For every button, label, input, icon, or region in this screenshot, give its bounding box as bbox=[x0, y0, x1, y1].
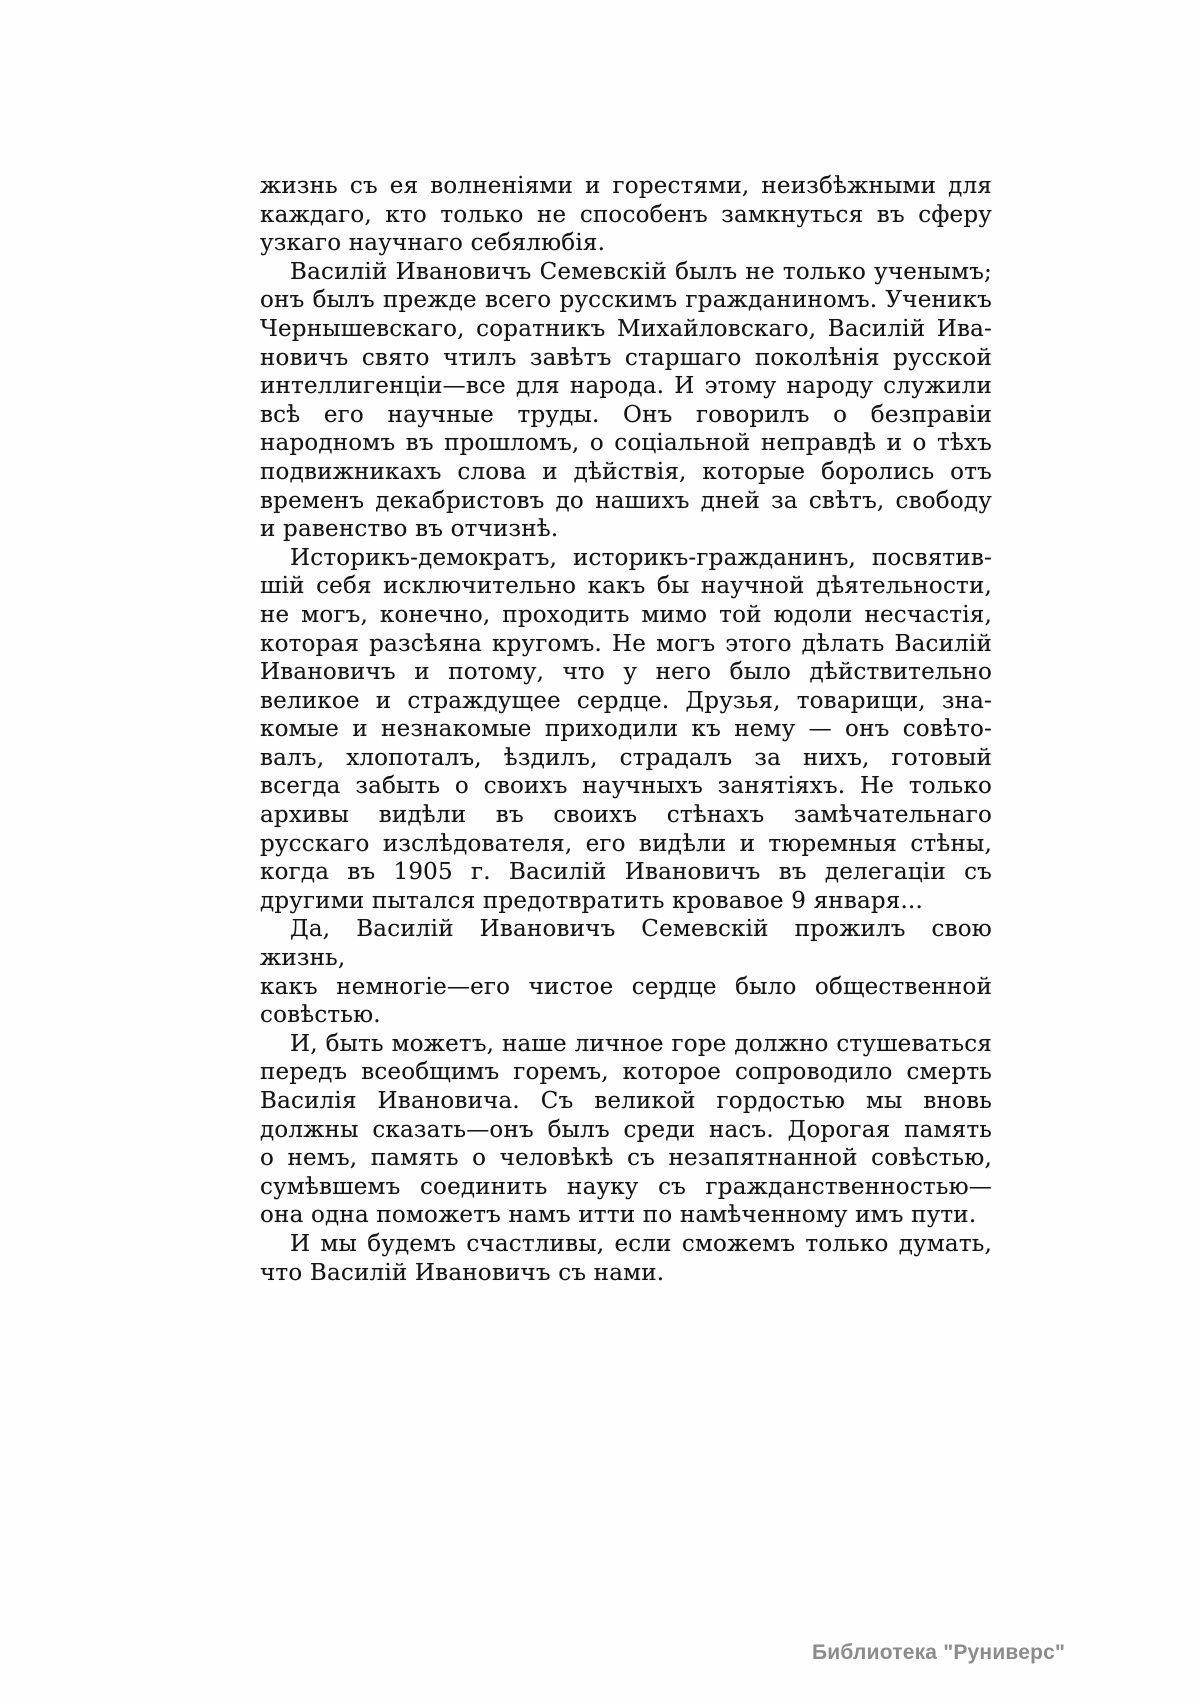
text-line: И мы будемъ счастливы, если сможемъ только думать, bbox=[290, 1230, 992, 1257]
paragraph bbox=[260, 1230, 992, 1287]
text-line: Василій Ивановичъ Семевскій былъ не только ученымъ; bbox=[290, 258, 992, 285]
text-line: русскаго изслѣдователя, его видѣли и тюремныя стѣны, bbox=[260, 830, 992, 857]
text-line: всѣ его научные труды. Онъ говорилъ о безправіи bbox=[260, 401, 992, 428]
text-line: и равенство въ отчизнѣ. bbox=[260, 516, 559, 543]
text-line: жизнь съ ея волненіями и горестями, неизбѣжными для bbox=[260, 173, 992, 199]
text-line: великое и страждущее сердце. Друзья, товарищи, зна- bbox=[260, 687, 992, 714]
text-line: что Василій Ивановичъ съ нами. bbox=[260, 1259, 665, 1286]
text-line: не могъ, конечно, проходить мимо той юдоли несчастія, bbox=[260, 601, 992, 628]
paragraph bbox=[260, 915, 992, 1029]
text-line: узкаго научнаго себялюбія. bbox=[260, 230, 606, 257]
text-line: она одна поможетъ намъ итти по намѣченному имъ пути. bbox=[260, 1202, 977, 1229]
text-line: сумѣвшемъ соединить науку съ гражданственностью— bbox=[260, 1173, 992, 1200]
text-line: каждаго, кто только не способенъ замкнуться въ сферу bbox=[260, 201, 992, 228]
text-line: И, быть можетъ, наше личное горе должно стушеваться bbox=[290, 1030, 992, 1057]
text-line: когда въ 1905 г. Василій Ивановичъ въ делегаціи съ bbox=[260, 859, 992, 886]
text-line: совѣстью. bbox=[260, 1002, 381, 1029]
text-line: которая разсѣяна кругомъ. Не могъ этого дѣлать Василій bbox=[260, 630, 992, 657]
text-line: подвижникахъ слова и дѣйствія, которые боролись отъ bbox=[260, 458, 992, 485]
paragraph bbox=[260, 1030, 992, 1230]
library-watermark: Библиотека "Руниверс" bbox=[812, 1641, 1066, 1664]
text-line: передъ всеобщимъ горемъ, которое сопроводило смерть bbox=[260, 1059, 992, 1086]
text-line: временъ декабристовъ до нашихъ дней за свѣтъ, свободу bbox=[260, 487, 992, 514]
text-line: интеллигенціи—все для народа. И этому народу служили bbox=[260, 373, 992, 400]
text-line: Историкъ-демократъ, историкъ-гражданинъ, посвятив- bbox=[290, 544, 992, 571]
text-line: Василія Ивановича. Съ великой гордостью мы вновь bbox=[260, 1088, 992, 1114]
text-line: новичъ свято чтилъ завѣтъ старшаго поколѣнія русской bbox=[260, 344, 992, 371]
text-line: другими пытался предотвратить кровавое 9 января... bbox=[260, 887, 924, 914]
paragraph bbox=[260, 258, 992, 544]
text-line: Чернышевскаго, соратникъ Михайловскаго, Василій Ива- bbox=[260, 315, 992, 342]
text-line: комые и незнакомые приходили къ нему — онъ совѣто- bbox=[260, 716, 992, 743]
text-line: Да, Василій Ивановичъ Семевскій прожилъ свою жизнь, bbox=[260, 916, 992, 972]
text-line: должны сказать—онъ былъ среди насъ. Дорогая память bbox=[260, 1116, 992, 1143]
text-line: архивы видѣли въ своихъ стѣнахъ замѣчательнаго bbox=[260, 802, 992, 829]
text-line: какъ немногіе—его чистое сердце было общественной bbox=[260, 973, 992, 1000]
text-line: онъ былъ прежде всего русскимъ гражданиномъ. Ученикъ bbox=[260, 287, 992, 314]
page-text-block bbox=[260, 172, 992, 1287]
text-line: о немъ, память о человѣкѣ съ незапятнанной совѣстью, bbox=[260, 1145, 992, 1172]
text-line: всегда забыть о своихъ научныхъ занятіяхъ. Не только bbox=[260, 773, 992, 800]
text-line: Ивановичъ и потому, что у него было дѣйствительно bbox=[260, 659, 992, 686]
text-line: народномъ въ прошломъ, о соціальной неправдѣ и о тѣхъ bbox=[260, 430, 992, 457]
text-line: шій себя исключительно какъ бы научной дѣятельности, bbox=[260, 573, 992, 600]
text-line: валъ, хлопоталъ, ѣздилъ, страдалъ за нихъ, готовый bbox=[260, 744, 992, 771]
paragraph bbox=[260, 544, 992, 916]
paragraph bbox=[260, 172, 992, 258]
